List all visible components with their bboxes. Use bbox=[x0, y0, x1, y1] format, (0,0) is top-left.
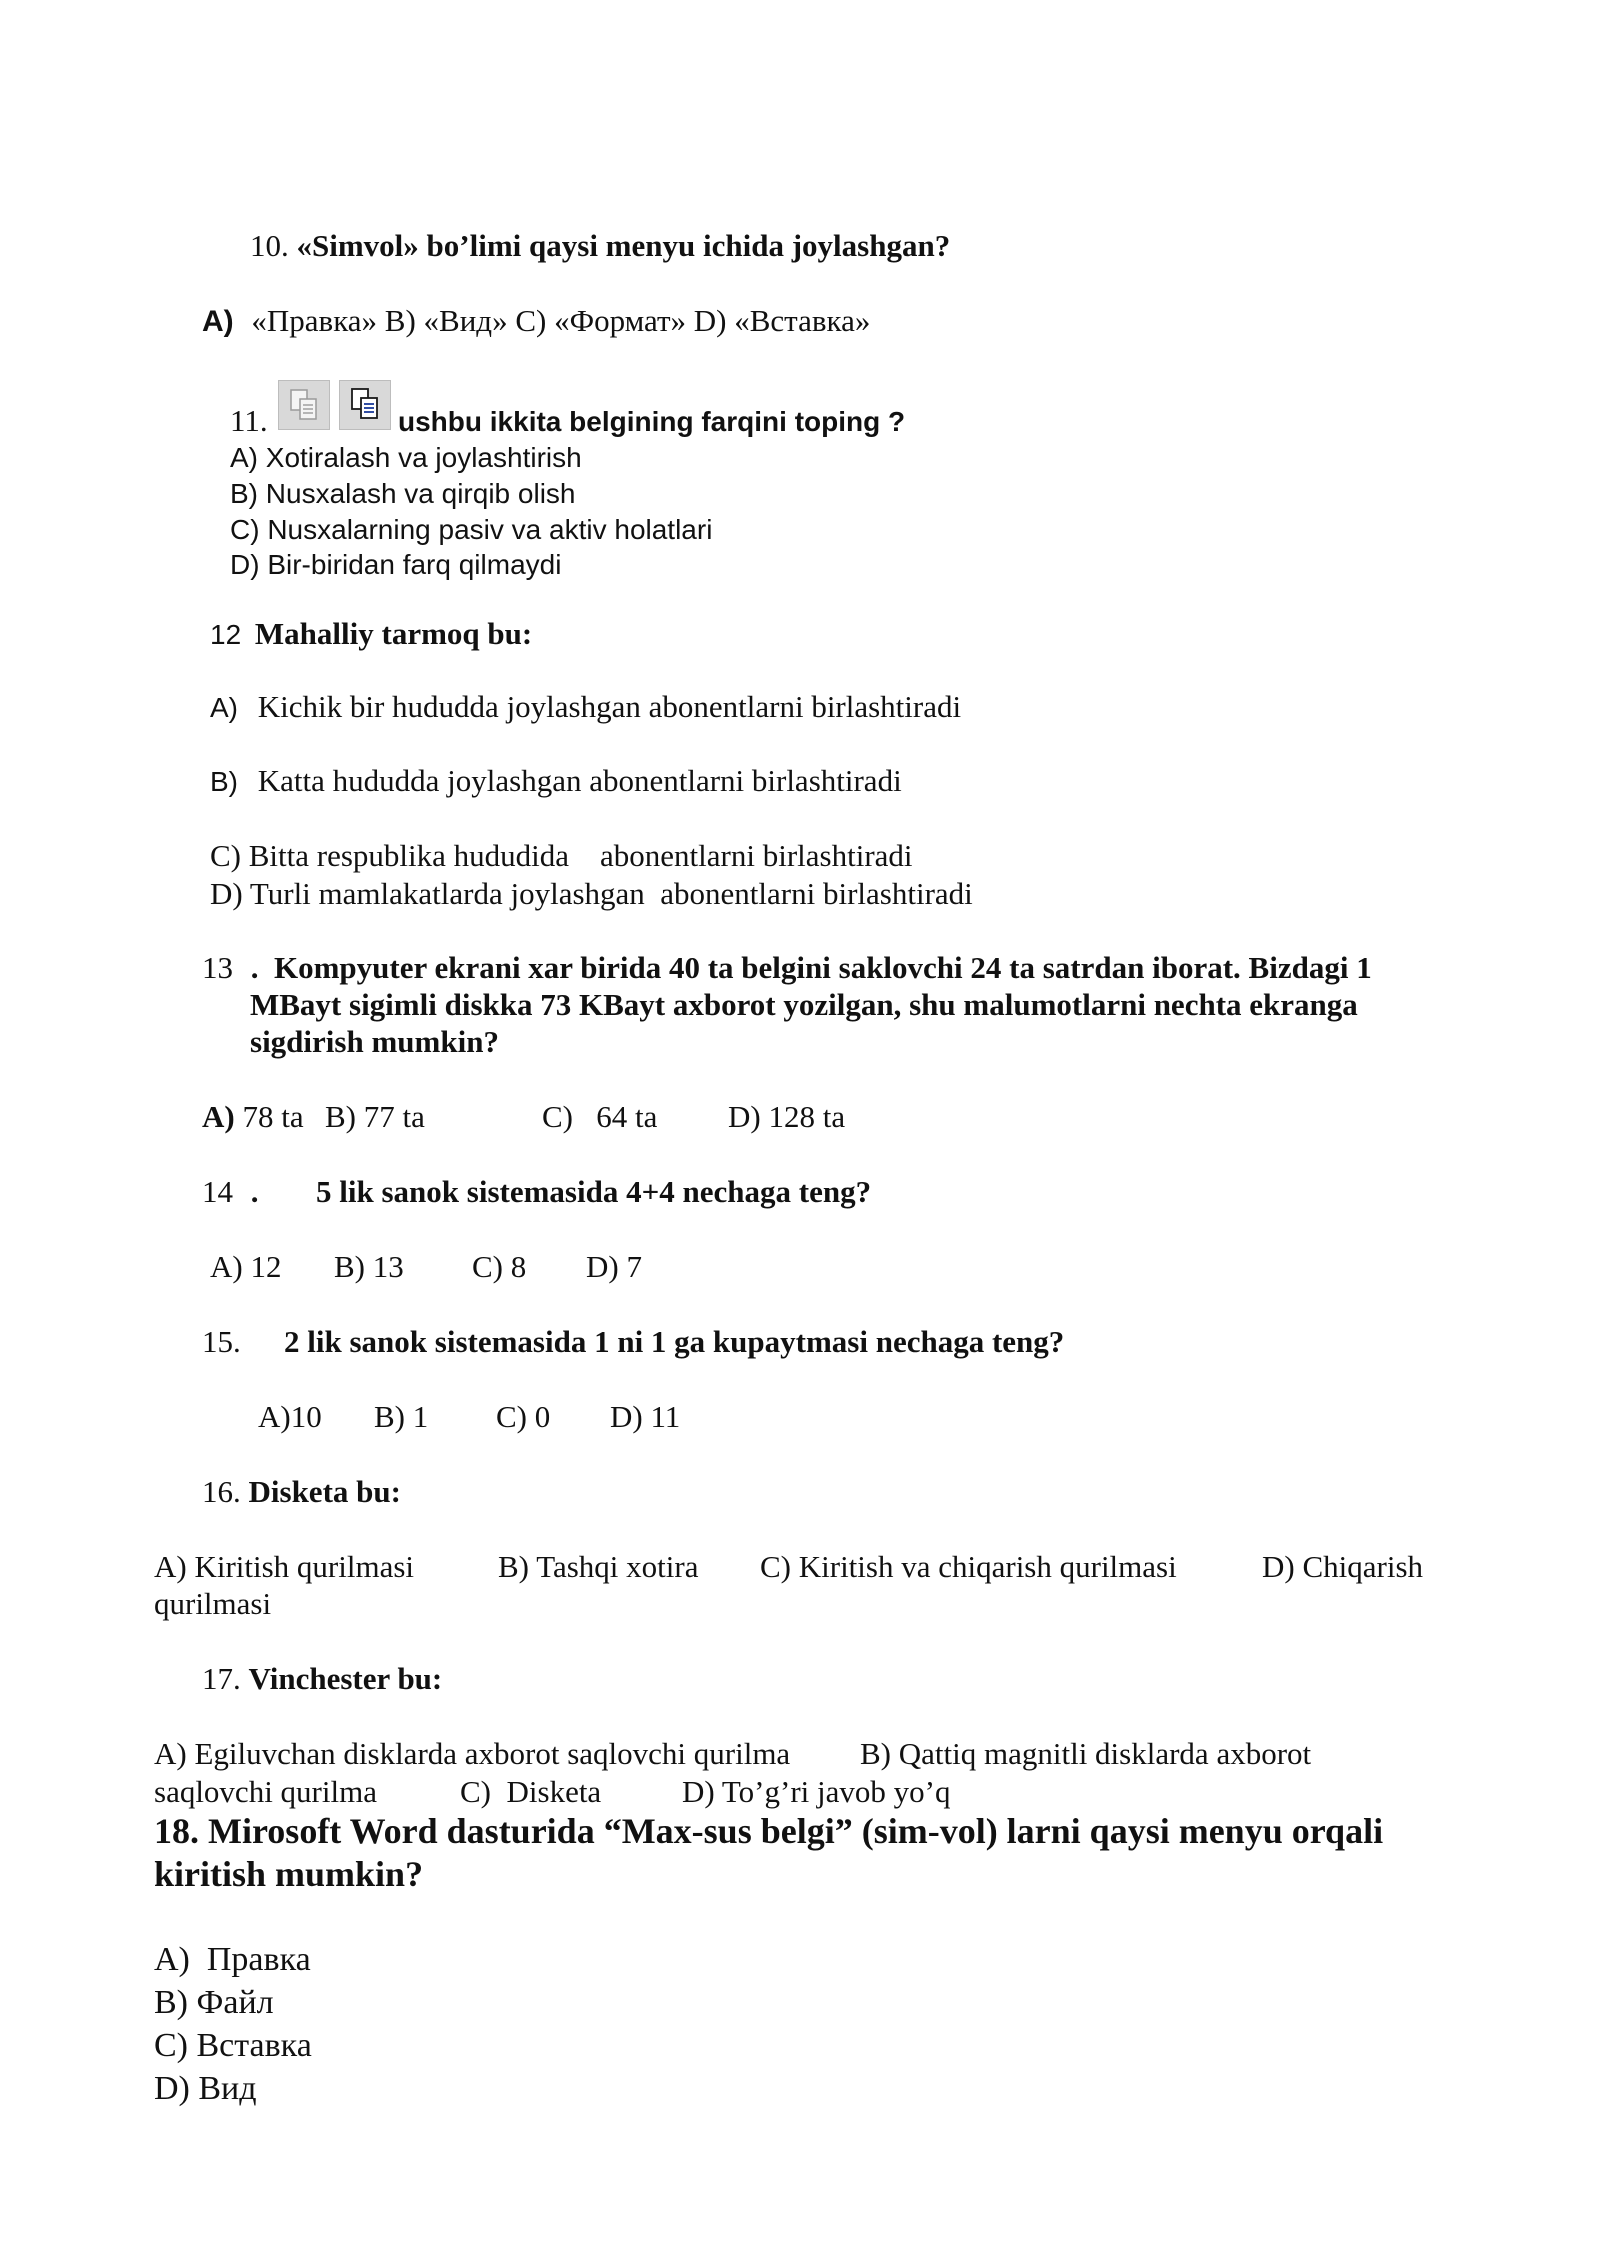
answer-option-c: C) Kiritish va chiqarish qurilmasi bbox=[760, 1549, 1177, 1584]
answer-option: B) Файл bbox=[154, 1984, 274, 2021]
question-text: Mahalliy tarmoq bu: bbox=[254, 616, 533, 651]
answer-option-d: D) 128 ta bbox=[728, 1099, 846, 1134]
answer-option-c: C) 8 bbox=[472, 1249, 527, 1284]
answer-option: C) Вставка bbox=[154, 2027, 312, 2064]
answer-option-b bbox=[210, 763, 902, 800]
question-number: 12 bbox=[210, 619, 242, 650]
answer-option-a: A)10 bbox=[258, 1399, 322, 1434]
answer-option-a: A) Kiritish qurilmasi bbox=[154, 1549, 415, 1584]
question-13-number bbox=[202, 950, 259, 986]
answer-option-b: B) Qattiq magnitli disklarda axborot bbox=[860, 1736, 1312, 1771]
answer-option-b: B) 13 bbox=[334, 1249, 404, 1284]
answer-text: Kichik bir hududda joylashgan abonentlarni birlashtiradi bbox=[257, 689, 962, 724]
answer-option-a bbox=[210, 689, 961, 726]
question-number: 14 bbox=[202, 1174, 233, 1209]
answer-a-letter: A) bbox=[202, 305, 234, 338]
answer-option-c: C) 64 ta bbox=[542, 1099, 658, 1134]
question-13-line-1: Kompyuter ekrani xar birida 40 ta belgini saklovchi 24 ta satrdan iborat. Bizdagi 1 bbox=[274, 950, 1372, 985]
paste-icon bbox=[339, 380, 391, 430]
question-dot: . bbox=[250, 1174, 259, 1209]
answer-option-d: D) Chiqarish bbox=[1262, 1549, 1424, 1584]
question-18-line-1: 18. Mirosoft Word dasturida “Max-sus belgi” (sim-vol) larni qaysi menyu orqali bbox=[154, 1811, 1384, 1851]
question-10-answers bbox=[202, 303, 870, 340]
question-17 bbox=[202, 1661, 442, 1697]
question-text: «Simvol» bo’limi qaysi menyu ichida joylashgan? bbox=[296, 228, 951, 263]
answer-option-a bbox=[202, 1099, 304, 1135]
answer-option: B) Nusxalash va qirqib olish bbox=[230, 478, 576, 509]
question-16 bbox=[202, 1474, 401, 1510]
answer-option-d: D) 7 bbox=[586, 1249, 642, 1284]
question-15-text: 2 lik sanok sistemasida 1 ni 1 ga kupaytmasi nechaga teng? bbox=[284, 1324, 1065, 1359]
answer-option-d: D) To’g’ri javob yo’q bbox=[682, 1774, 951, 1809]
question-13-line-3: sigdirish mumkin? bbox=[250, 1024, 499, 1059]
answer-letter: A) bbox=[210, 692, 238, 723]
question-number: 10. bbox=[250, 228, 289, 263]
question-text: Disketa bu: bbox=[248, 1474, 401, 1509]
question-10 bbox=[250, 228, 950, 264]
answer-option-c: C) Bitta respublika hududida abonentlarni birlashtiradi bbox=[210, 838, 913, 873]
question-13-line-2: MBayt sigimli diskka 73 KBayt axborot yozilgan, shu malumotlarni nechta ekranga bbox=[250, 987, 1358, 1022]
answer-option-c: C) Disketa bbox=[460, 1774, 602, 1809]
question-18-line-2: kiritish mumkin? bbox=[154, 1854, 424, 1894]
answer-option-b: B) 1 bbox=[374, 1399, 429, 1434]
question-number: 16. bbox=[202, 1474, 241, 1509]
answer-options: «Правка» B) «Вид» C) «Формат» D) «Вставка» bbox=[251, 303, 871, 338]
answer-option: D) Bir-biridan farq qilmaydi bbox=[230, 549, 562, 580]
answer-option: A) Правка bbox=[154, 1941, 311, 1978]
question-12 bbox=[210, 616, 532, 653]
answer-letter: B) bbox=[210, 766, 238, 797]
question-text: Vinchester bu: bbox=[248, 1661, 443, 1696]
answer-option: A) Xotiralash va joylashtirish bbox=[230, 442, 582, 473]
question-number: 13 bbox=[202, 950, 233, 985]
answer-option-d: D) 11 bbox=[610, 1399, 681, 1434]
answer-option: D) Вид bbox=[154, 2070, 257, 2107]
answer-option-d: D) Turli mamlakatlarda joylashgan abonentlarni birlashtiradi bbox=[210, 876, 973, 911]
answer-text: 78 ta bbox=[242, 1099, 304, 1134]
answer-option: C) Nusxalarning pasiv va aktiv holatlari bbox=[230, 514, 713, 545]
answer-option-c: C) 0 bbox=[496, 1399, 551, 1434]
question-number: 17. bbox=[202, 1661, 241, 1696]
question-15-number: 15. bbox=[202, 1324, 241, 1359]
question-dot: . bbox=[250, 950, 259, 985]
answer-option-b: B) 77 ta bbox=[325, 1099, 425, 1134]
answer-text: Katta hududda joylashgan abonentlarni birlashtiradi bbox=[257, 763, 902, 798]
answer-letter: A) bbox=[202, 1099, 235, 1134]
copy-icon bbox=[278, 380, 330, 430]
question-11-text: ushbu ikkita belgining farqini toping ? bbox=[398, 406, 906, 437]
answer-option-b-continued: saqlovchi qurilma bbox=[154, 1774, 377, 1809]
answer-option-d-continued: qurilmasi bbox=[154, 1586, 272, 1621]
question-14-text: 5 lik sanok sistemasida 4+4 nechaga teng? bbox=[316, 1174, 872, 1209]
answer-option-a: A) Egiluvchan disklarda axborot saqlovchi qurilma bbox=[154, 1736, 791, 1771]
answer-option-b: B) Tashqi xotira bbox=[498, 1549, 699, 1584]
answer-option-a: A) 12 bbox=[210, 1249, 282, 1284]
question-14-number bbox=[202, 1174, 259, 1210]
question-11-number: 11. bbox=[230, 403, 268, 438]
